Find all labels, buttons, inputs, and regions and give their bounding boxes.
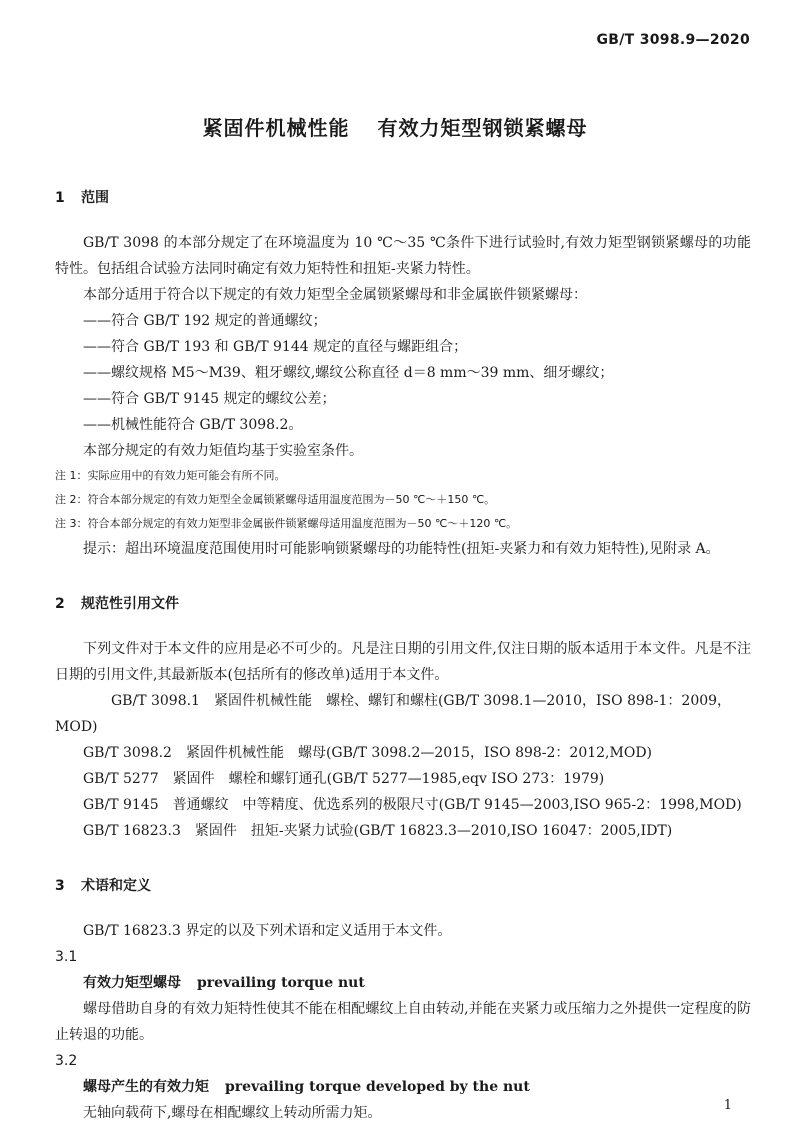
term-heading: 有效力矩型螺母 prevailing torque nut xyxy=(83,975,365,991)
title-part-1: 紧固件机械性能 xyxy=(202,116,350,140)
references-paragraph: 下列文件对于本文件的应用是必不可少的。凡是注日期的引用文件,仅注日期的版本适用于本文件。凡是不注日期的引用文件,其最新版本(包括所有的修改单)适用于本文件。 xyxy=(55,641,751,683)
title-part-2: 有效力矩型钢锁紧螺母 xyxy=(377,116,588,140)
scope-applicability: 本部分适用于符合以下规定的有效力矩型全金属锁紧螺母和非金属嵌件锁紧螺母： xyxy=(83,287,587,303)
note-1: 注 1：实际应用中的有效力矩可能会有所不同。 xyxy=(55,469,286,482)
reference-item: GB/T 16823.3 紧固件 扭矩-夹紧力试验(GB/T 16823.3—2010,ISO 16047：2005,IDT) xyxy=(83,823,673,839)
scope-paragraph: GB/T 3098 的本部分规定了在环境温度为 10 ℃～35 ℃条件下进行试验时,有效力矩型钢锁紧螺母的功能特性。包括组合试验方法同时确定有效力矩特性和扭矩-夹紧力特性。 xyxy=(55,235,751,277)
page-number: 1 xyxy=(723,1098,732,1113)
document-title xyxy=(0,112,790,141)
reference-item: GB/T 9145 普通螺纹 中等精度、优选系列的极限尺寸(GB/T 9145—2003,ISO 965-2：1998,MOD) xyxy=(83,797,742,813)
section-heading-scope: 1 范围 xyxy=(55,190,109,206)
reference-item: GB/T 3098.1 紧固件机械性能 螺栓、螺钉和螺柱(GB/T 3098.1—2010，ISO 898-1：2009，MOD) xyxy=(55,693,732,735)
term-heading: 螺母产生的有效力矩 prevailing torque developed by the nut xyxy=(83,1079,530,1095)
list-item: ——符合 GB/T 193 和 GB/T 9144 规定的直径与螺距组合； xyxy=(83,339,468,355)
term-definition: 螺母借助自身的有效力矩特性使其不能在相配螺纹上自由转动,并能在夹紧力或压缩力之外提供一定程度的防止转退的功能。 xyxy=(55,1001,751,1043)
clause-number: 3.2 xyxy=(55,1053,78,1069)
section-heading-normative-references: 2 规范性引用文件 xyxy=(55,596,179,612)
list-item: ——符合 GB/T 192 规定的普通螺纹； xyxy=(83,313,327,329)
list-item: ——符合 GB/T 9145 规定的螺纹公差； xyxy=(83,391,336,407)
term-definition: 无轴向载荷下,螺母在相配螺纹上转动所需力矩。 xyxy=(83,1105,382,1121)
document-body xyxy=(55,186,751,1126)
note-3: 注 3：符合本部分规定的有效力矩型非金属嵌件锁紧螺母适用温度范围为－50 ℃～＋120 ℃。 xyxy=(55,517,518,530)
reference-item: GB/T 3098.2 紧固件机械性能 螺母(GB/T 3098.2—2015，ISO 898-2：2012,MOD) xyxy=(83,745,653,761)
list-item: ——机械性能符合 GB/T 3098.2。 xyxy=(83,417,303,433)
scope-hint: 提示：超出环境温度范围使用时可能影响锁紧螺母的功能特性(扭矩-夹紧力和有效力矩特性),见附录 A。 xyxy=(83,541,720,557)
list-item: ——螺纹规格 M5～M39、粗牙螺纹,螺纹公称直径 d＝8 mm～39 mm、细牙螺纹； xyxy=(83,365,614,381)
standard-number: GB/T 3098.9—2020 xyxy=(596,32,750,48)
section-heading-terms: 3 术语和定义 xyxy=(55,878,151,894)
scope-lab-conditions: 本部分规定的有效力矩值均基于实验室条件。 xyxy=(83,443,363,459)
note-2: 注 2：符合本部分规定的有效力矩型全金属锁紧螺母适用温度范围为－50 ℃～＋150 ℃。 xyxy=(55,493,496,506)
clause-number: 3.1 xyxy=(55,949,78,965)
reference-item: GB/T 5277 紧固件 螺栓和螺钉通孔(GB/T 5277—1985,eqv ISO 273：1979) xyxy=(83,771,605,787)
terms-intro: GB/T 16823.3 界定的以及下列术语和定义适用于本文件。 xyxy=(83,923,452,939)
